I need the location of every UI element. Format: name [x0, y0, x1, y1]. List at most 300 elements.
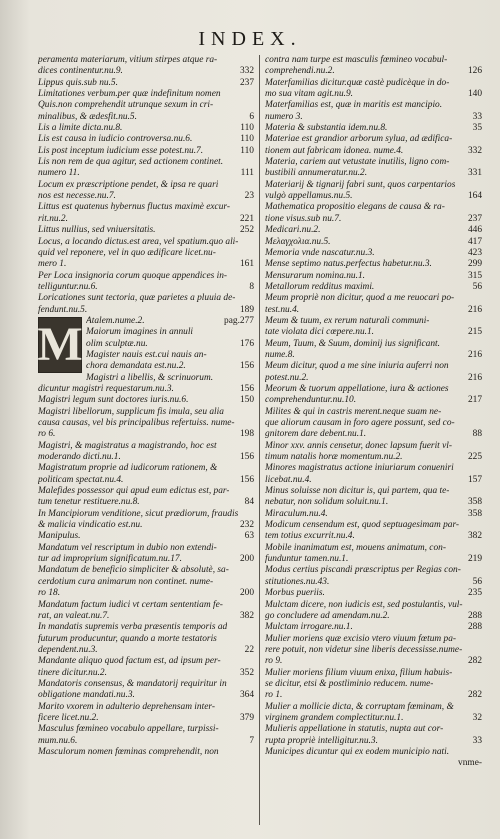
- index-line: [38, 713, 254, 724]
- index-text: Mobile inanimatum est, mouens animatum, con-: [265, 542, 446, 553]
- index-line: [265, 168, 482, 179]
- index-line: [265, 259, 482, 270]
- index-line: [38, 395, 254, 406]
- index-line: [38, 89, 254, 100]
- index-line: [38, 600, 254, 611]
- index-line: [38, 565, 254, 576]
- index-line: [265, 202, 482, 213]
- index-line: [38, 418, 254, 429]
- index-line: [38, 690, 254, 701]
- index-text: Medicari.nu.2.: [265, 225, 321, 236]
- index-entry: [265, 565, 482, 588]
- index-line: [38, 611, 254, 622]
- index-line: [265, 214, 482, 225]
- page-number: 156: [239, 383, 254, 394]
- page-number: 126: [467, 66, 482, 77]
- index-entry: [38, 237, 254, 271]
- index-text: Municipes dicuntur qui ex eodem municipio nati.: [265, 746, 450, 757]
- index-text: Mandatoris consensus, & mandatorij requiritur in: [38, 678, 227, 689]
- index-text: Manipulus.: [38, 531, 81, 542]
- index-text: Meum dicitur, quod a me sine iniuria auferri non: [265, 361, 449, 372]
- index-entry: [38, 622, 254, 656]
- index-line: [38, 384, 254, 395]
- index-text: tum tenetur restituere.nu.8.: [38, 497, 140, 508]
- index-text: se dicitur, etsi & postliminio reducem. nume-: [265, 678, 434, 689]
- index-text: stitutiones.nu.43.: [265, 576, 330, 587]
- page-number: [250, 463, 254, 474]
- index-text: Littus est quatenus hybernus fluctus maximè excur-: [38, 202, 230, 213]
- index-text: chora demandata est.nu.2.: [86, 361, 186, 372]
- index-text: mum.nu.6.: [38, 735, 78, 746]
- index-entry: [38, 293, 254, 316]
- page-number: [478, 441, 482, 452]
- index-line: [265, 112, 482, 123]
- page-number: 232: [239, 520, 254, 531]
- index-text: licebat.nu.4.: [265, 474, 312, 485]
- page-number: 299: [467, 259, 482, 270]
- index-text: Modicum censendum est, quod septuagesimam par-: [265, 520, 460, 531]
- page-number: [478, 463, 482, 474]
- page-number: [250, 543, 254, 554]
- index-text: Modus certius piscandi præscriptus per Regias con-: [265, 565, 461, 576]
- index-line: [265, 565, 482, 576]
- index-text: ro 6.: [38, 429, 56, 440]
- right-column: [265, 55, 482, 770]
- page-number: [250, 634, 254, 645]
- index-line: [38, 293, 254, 304]
- index-line: [265, 588, 482, 599]
- index-text: Littus nullius, sed vniuersitatis.: [38, 225, 156, 236]
- page-number: [478, 645, 482, 656]
- index-line: [38, 55, 254, 66]
- index-entry: [265, 282, 482, 293]
- index-text: bustibili annumeratur.nu.2.: [265, 168, 368, 179]
- index-line: [38, 78, 254, 89]
- index-text: quid vel reponere, vel in quo ædificare licet.nu-: [38, 247, 216, 258]
- page-number: 282: [467, 656, 482, 667]
- index-line: [265, 509, 482, 520]
- page-number: [478, 679, 482, 690]
- page-number: [250, 679, 254, 690]
- page-number: 176: [239, 338, 254, 349]
- page-number: 382: [467, 531, 482, 542]
- index-text: nos est necesse.nu.7.: [38, 191, 116, 202]
- index-entry: [265, 316, 482, 339]
- page-number: [478, 134, 482, 145]
- page-number: [250, 577, 254, 588]
- index-line: [38, 668, 254, 679]
- index-line: [265, 690, 482, 701]
- index-line: [265, 622, 482, 633]
- page-number: 382: [239, 610, 254, 621]
- page-number: 63: [244, 531, 254, 542]
- index-text: rat, an valeat.nu.7.: [38, 610, 110, 621]
- page-number: 189: [239, 304, 254, 315]
- page-number: [250, 486, 254, 497]
- index-entry: [265, 202, 482, 225]
- index-entry: [265, 600, 482, 623]
- page-number: [478, 565, 482, 576]
- index-text: comprehenduntur.nu.10.: [265, 395, 357, 406]
- index-line: [265, 747, 482, 758]
- page-number: 35: [472, 123, 482, 134]
- index-text: Mulctam dicere, non iudicis est, sed postulantis, vul-: [265, 599, 463, 610]
- index-text: timum natalis horæ momentum.nu.2.: [265, 452, 403, 463]
- index-text: go concludere ad amendam.nu.2.: [265, 610, 390, 621]
- index-text: Quis.non comprehendit utrunque sexum in cri-: [38, 100, 214, 111]
- page-number: 288: [467, 610, 482, 621]
- page-number: 219: [467, 554, 482, 565]
- page-number: [250, 55, 254, 66]
- index-text: Minores magistratus actione iniuriarum conueniri: [265, 463, 454, 474]
- page-number: [250, 622, 254, 633]
- index-entry: [38, 384, 254, 395]
- page-number: 235: [467, 588, 482, 599]
- index-entry: [265, 441, 482, 464]
- index-entry: [38, 89, 254, 123]
- index-text: ro 9.: [265, 656, 283, 667]
- index-text: mero 1.: [38, 259, 67, 270]
- index-entry: [38, 157, 254, 180]
- index-line: [38, 497, 254, 508]
- index-line: [265, 395, 482, 406]
- index-line: [265, 191, 482, 202]
- index-line: [38, 452, 254, 463]
- page-number: [250, 407, 254, 418]
- index-line: [265, 656, 482, 667]
- page-number: 7: [249, 735, 254, 746]
- page-number: 358: [467, 508, 482, 519]
- index-entry: [265, 463, 482, 486]
- index-line: [265, 384, 482, 395]
- index-line: [265, 66, 482, 77]
- page-number: [250, 656, 254, 667]
- page-number: 331: [467, 168, 482, 179]
- index-line: [38, 520, 254, 531]
- index-line: [265, 475, 482, 486]
- index-entry: [38, 747, 254, 758]
- page-number: 225: [467, 452, 482, 463]
- page-number: [478, 202, 482, 213]
- index-line: [38, 634, 254, 645]
- index-text: tione visus.sub nu.7.: [265, 213, 342, 224]
- index-text: fendunt.nu.5.: [38, 304, 88, 315]
- index-text: vulgò appellamus.nu.5.: [265, 191, 353, 202]
- index-text: Meorum & tuorum appellatione, iura & actiones: [265, 383, 449, 394]
- page-number: [250, 747, 254, 758]
- index-text: Meum, Tuum, & Suum, dominij ius significant.: [265, 338, 441, 349]
- page-number: [478, 316, 482, 327]
- index-line: [86, 327, 254, 338]
- page-number: 237: [467, 213, 482, 224]
- index-entry: [38, 180, 254, 203]
- index-entry: [38, 78, 254, 89]
- page-number: 110: [240, 145, 254, 156]
- index-line: [38, 202, 254, 213]
- page-number: [478, 100, 482, 111]
- index-text: rupta propriè intelligitur.nu.3.: [265, 735, 378, 746]
- page-number: [250, 180, 254, 191]
- index-line: [265, 679, 482, 690]
- index-entry: [265, 520, 482, 543]
- index-entry: [265, 634, 482, 668]
- index-text: In mandatis supremis verba præsentis temporis ad: [38, 622, 228, 633]
- index-text: Lis est causa in iudicio controversa.nu.6.: [38, 134, 193, 145]
- page-number: [478, 339, 482, 350]
- index-text: dices continentur.nu.9.: [38, 66, 123, 77]
- page-number: [250, 248, 254, 259]
- index-text: ficere licet.nu.2.: [38, 712, 99, 723]
- index-text: numero 11.: [38, 168, 80, 179]
- index-text: Limitationes verbum.per quæ indefinitum nomen: [38, 89, 221, 100]
- index-text: Materia, cariem aut vetustate inutilis, ligno com-: [265, 157, 450, 168]
- index-text: mo sua vitam agit.nu.9.: [265, 89, 354, 100]
- index-text: Loricationes sunt tectoria, quæ parietes a pluuia de-: [38, 293, 236, 304]
- page-number: 237: [239, 77, 254, 88]
- page-number: 216: [467, 304, 482, 315]
- index-text: Meum & tuum, ex rerum naturali communi-: [265, 315, 430, 326]
- index-line: [38, 475, 254, 486]
- index-text: nebatur, non solidum soluit.nu.1.: [265, 497, 389, 508]
- page-number: [250, 418, 254, 429]
- index-line: [38, 656, 254, 667]
- index-entry: [265, 384, 482, 407]
- page-number: [250, 350, 254, 361]
- index-line: [265, 146, 482, 157]
- index-text: Locum ex præscriptione pendet, & ipsa re quari: [38, 179, 219, 190]
- index-text: Mulctam irrogare.nu.1.: [265, 622, 353, 633]
- page-number: 221: [239, 213, 254, 224]
- page-number: [250, 509, 254, 520]
- page-title: INDEX.: [198, 28, 302, 50]
- index-line: [265, 316, 482, 327]
- index-entry: [38, 509, 254, 532]
- index-line: [38, 123, 254, 134]
- index-entry: [38, 679, 254, 702]
- page-number: [478, 78, 482, 89]
- index-line: [265, 713, 482, 724]
- index-line: [38, 100, 254, 111]
- index-text: tate violata dici cœpere.nu.1.: [265, 327, 375, 338]
- page-number: [478, 747, 482, 758]
- index-entry: [265, 702, 482, 725]
- index-line: [38, 509, 254, 520]
- page-number: [250, 237, 254, 248]
- index-line: [265, 600, 482, 611]
- index-text: que aliorum causam in foro agere possunt, sed co-: [265, 418, 455, 428]
- index-line: [265, 452, 482, 463]
- index-text: gnitorem dare debent.nu.1.: [265, 429, 367, 440]
- index-text: Meum propriè non dicitur, quod a me reuocari po-: [265, 293, 455, 304]
- index-text: funduntur tamen.nu.1.: [265, 554, 349, 565]
- index-entry: [265, 271, 482, 282]
- index-line: [38, 463, 254, 474]
- index-line: [38, 486, 254, 497]
- index-entry: [38, 565, 254, 599]
- page-number: 110: [240, 123, 254, 134]
- page-number: [250, 600, 254, 611]
- index-line: [265, 758, 482, 769]
- page-number: [250, 724, 254, 735]
- index-text: rere potuit, non videtur sine liberis decessisse.nume-: [265, 644, 463, 655]
- index-text: Magistri a libellis, & scrinuorum.: [86, 372, 214, 383]
- index-line: [265, 520, 482, 531]
- page-number: [250, 327, 254, 338]
- page-number: 8: [249, 281, 254, 292]
- index-entry: [38, 225, 254, 236]
- index-line: [38, 259, 254, 270]
- index-line: [265, 327, 482, 338]
- index-line: [38, 588, 254, 599]
- page-number: [478, 543, 482, 554]
- page-number: 198: [239, 429, 254, 440]
- index-line: [38, 645, 254, 656]
- index-line: [265, 271, 482, 282]
- page-number: 200: [239, 554, 254, 565]
- index-text: rit.nu.2.: [38, 213, 68, 224]
- index-entry: [265, 259, 482, 270]
- index-text: obligatione mandati.nu.3.: [38, 690, 135, 701]
- index-text: Lis a limite dicta.nu.8.: [38, 123, 123, 134]
- index-text: Mandante aliquo quod factum est, ad ipsum per-: [38, 656, 221, 667]
- index-line: [86, 339, 254, 350]
- index-entry: [265, 225, 482, 236]
- index-entry: [265, 237, 482, 248]
- index-entry: [265, 361, 482, 384]
- index-entry: [38, 202, 254, 225]
- index-text: Masculus fœmineo vocabulo appellare, turpissi-: [38, 724, 219, 735]
- index-line: [265, 418, 482, 429]
- page-number: vnme-: [458, 758, 482, 769]
- page-number: 417: [467, 236, 482, 247]
- index-line: [38, 157, 254, 168]
- index-line: [265, 123, 482, 134]
- index-text: Masculorum nomen fœminas comprehendit, non: [38, 746, 219, 757]
- page-number: 364: [239, 690, 254, 701]
- page-number: [478, 157, 482, 168]
- index-line: [265, 724, 482, 735]
- index-text: Μελαγχολια.nu.5.: [265, 236, 331, 247]
- index-entry: [38, 543, 254, 566]
- index-entry: [38, 463, 254, 486]
- page-number: 140: [467, 89, 482, 100]
- page-number: 379: [239, 712, 254, 723]
- index-text: Mandatum vel rescriptum in dubio non extendi-: [38, 542, 217, 553]
- page-number: [250, 565, 254, 576]
- page-number: 164: [467, 191, 482, 202]
- index-line: [38, 702, 254, 713]
- index-entry: [38, 123, 254, 134]
- column-divider: [259, 55, 260, 825]
- index-text: virginem grandem complectitur.nu.1.: [265, 712, 404, 723]
- page-number: [250, 157, 254, 168]
- index-line: [265, 554, 482, 565]
- index-entry: [265, 180, 482, 203]
- index-entry: [265, 293, 482, 316]
- index-line: [265, 225, 482, 236]
- page-number: 56: [472, 281, 482, 292]
- index-text: Lis non rem de qua agitur, sed actionem continet.: [38, 157, 224, 168]
- page-number: 216: [467, 372, 482, 383]
- index-line: [265, 634, 482, 645]
- index-text: Maiorum imagines in annuli: [86, 327, 194, 338]
- index-line: [38, 441, 254, 452]
- index-line: [265, 180, 482, 191]
- index-line: [265, 350, 482, 361]
- index-text: tionem aut fabricam idonea. nume.4.: [265, 145, 404, 156]
- index-line: [38, 180, 254, 191]
- index-text: Materiae est grandior arborum sylua, ad ædifica-: [265, 134, 453, 145]
- page-number: [250, 202, 254, 213]
- page-number: [478, 634, 482, 645]
- page-number: 6: [249, 111, 254, 122]
- page-number: [478, 384, 482, 395]
- index-text: Lis post inceptum iudicium esse potest.nu.7.: [38, 145, 204, 156]
- page-number: 110: [240, 134, 254, 145]
- index-line: [86, 350, 254, 361]
- page-number: 88: [472, 429, 482, 440]
- index-text: Materfamilias dicitur.quæ castè pudicèque in do-: [265, 77, 450, 88]
- index-entry: [265, 588, 482, 599]
- index-text: telliguntur.nu.6.: [38, 281, 98, 292]
- index-text: olim sculptæ.nu.: [86, 338, 148, 349]
- index-text: Materfamilias est, quæ in maritis est mancipio.: [265, 100, 443, 111]
- index-line: [38, 554, 254, 565]
- index-text: Materia & substantia idem.nu.8.: [265, 123, 388, 134]
- index-line: [265, 441, 482, 452]
- page-number: 156: [239, 452, 254, 463]
- index-text: & malicia vindicatio est.nu.: [38, 520, 143, 531]
- index-text: test.nu.4.: [265, 304, 300, 315]
- index-line: [265, 668, 482, 679]
- index-text: Lippus quis.sub nu.5.: [38, 77, 118, 88]
- index-line: [38, 282, 254, 293]
- page-number: 33: [472, 111, 482, 122]
- index-line: [38, 429, 254, 440]
- index-line: [86, 361, 254, 372]
- index-entry: [38, 600, 254, 623]
- page-number: 56: [472, 576, 482, 587]
- index-entry: [265, 622, 482, 633]
- index-text: Materiarij & tignarij fabri sunt, quos carpentarios: [265, 179, 456, 190]
- index-line: [38, 271, 254, 282]
- index-line: [38, 134, 254, 145]
- index-entry: [265, 407, 482, 441]
- index-text: Per Loca insignoria corum quoque appendices in-: [38, 270, 228, 281]
- index-line: [265, 429, 482, 440]
- index-line: [265, 463, 482, 474]
- index-text: tinere dicitur.nu.2.: [38, 667, 107, 678]
- index-entry: [265, 100, 482, 123]
- page-number: 111: [240, 168, 254, 179]
- index-line: [38, 407, 254, 418]
- index-entry: [38, 271, 254, 294]
- index-text: Morbus pueriis.: [265, 588, 325, 599]
- index-entry: [265, 55, 482, 78]
- index-entry: [265, 724, 482, 747]
- page-number: 84: [244, 497, 254, 508]
- index-text: Metallorum redditus maximi.: [265, 281, 375, 292]
- index-text: Locus, a locando dictus.est area, vel spatium.quo ali-: [38, 236, 239, 247]
- index-line: [38, 146, 254, 157]
- page-number: [250, 89, 254, 100]
- page-number: 332: [467, 145, 482, 156]
- page-number: [478, 702, 482, 713]
- page-number: [478, 55, 482, 66]
- index-text: Magistri legum sunt doctores iuris.nu.6.: [38, 395, 189, 406]
- index-line: [265, 134, 482, 145]
- index-text: dicuntur magistri requestarum.nu.3.: [38, 383, 174, 394]
